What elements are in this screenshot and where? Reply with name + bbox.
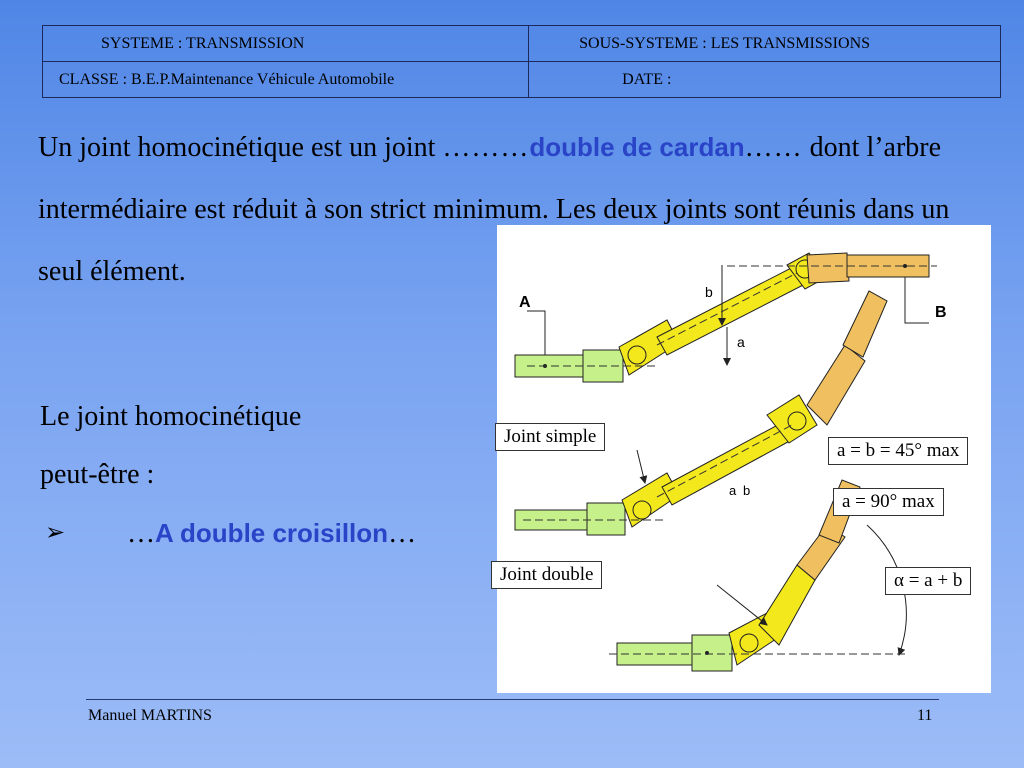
header-subsystem: SOUS-SYSTEME : LES TRANSMISSIONS — [579, 34, 871, 52]
middle-output-yoke — [807, 345, 865, 425]
header-table — [42, 25, 1001, 98]
footer-divider — [86, 699, 939, 700]
label-joint-double: Joint double — [491, 561, 602, 589]
dim-a: a — [737, 334, 745, 350]
intermediate-shaft — [657, 265, 807, 355]
note-angle-3: α = a + b — [885, 567, 971, 595]
middle-dim-a: a — [729, 483, 737, 498]
top-assembly — [515, 253, 947, 382]
label-joint-simple: Joint simple — [495, 423, 605, 451]
label-a: A — [519, 294, 531, 311]
header-date: DATE : — [622, 70, 672, 88]
header-subsystem-cell — [529, 26, 1001, 62]
bullet-answer: A double croisillon — [155, 518, 389, 548]
subheading-line-1: Le joint homocinétique — [40, 401, 302, 432]
footer-author: Manuel MARTINS — [88, 707, 212, 724]
dim-b: b — [705, 284, 713, 300]
header-system: SYSTEME : TRANSMISSION — [101, 34, 305, 52]
header-class-cell — [43, 62, 529, 98]
bullet-dots-after: … — [388, 518, 417, 549]
arrow-bullet-icon: ➢ — [45, 518, 66, 546]
bullet-text — [127, 518, 416, 550]
header-system-cell — [43, 26, 529, 62]
intro-after: dont l’arbre intermédiaire est réduit à son strict minimum. Les deux joints sont réunis dans un seul élément. — [38, 132, 950, 287]
label-b: B — [935, 304, 947, 321]
subheading — [40, 388, 301, 504]
middle-output-shaft — [843, 291, 887, 357]
header-class: CLASSE : B.E.P.Maintenance Véhicule Automobile — [59, 70, 395, 88]
header-date-cell — [529, 62, 1001, 98]
intro-dots-1: ……… — [442, 132, 530, 163]
intro-dots-2: …… — [744, 132, 803, 163]
intro-before: Un joint homocinétique est un joint — [38, 132, 436, 163]
bullet-dots-before: … — [127, 518, 155, 549]
bottom-intermediate — [759, 565, 815, 645]
footer-page-number: 11 — [917, 707, 933, 724]
intro-answer: double de cardan — [529, 132, 745, 162]
output-yoke — [807, 253, 849, 283]
note-angle-1: a = b = 45° max — [828, 437, 968, 465]
note-angle-2: a = 90° max — [833, 488, 944, 516]
middle-dim-b: b — [743, 483, 751, 498]
subheading-line-2: peut-être : — [40, 459, 155, 490]
input-shaft-a — [515, 355, 585, 377]
